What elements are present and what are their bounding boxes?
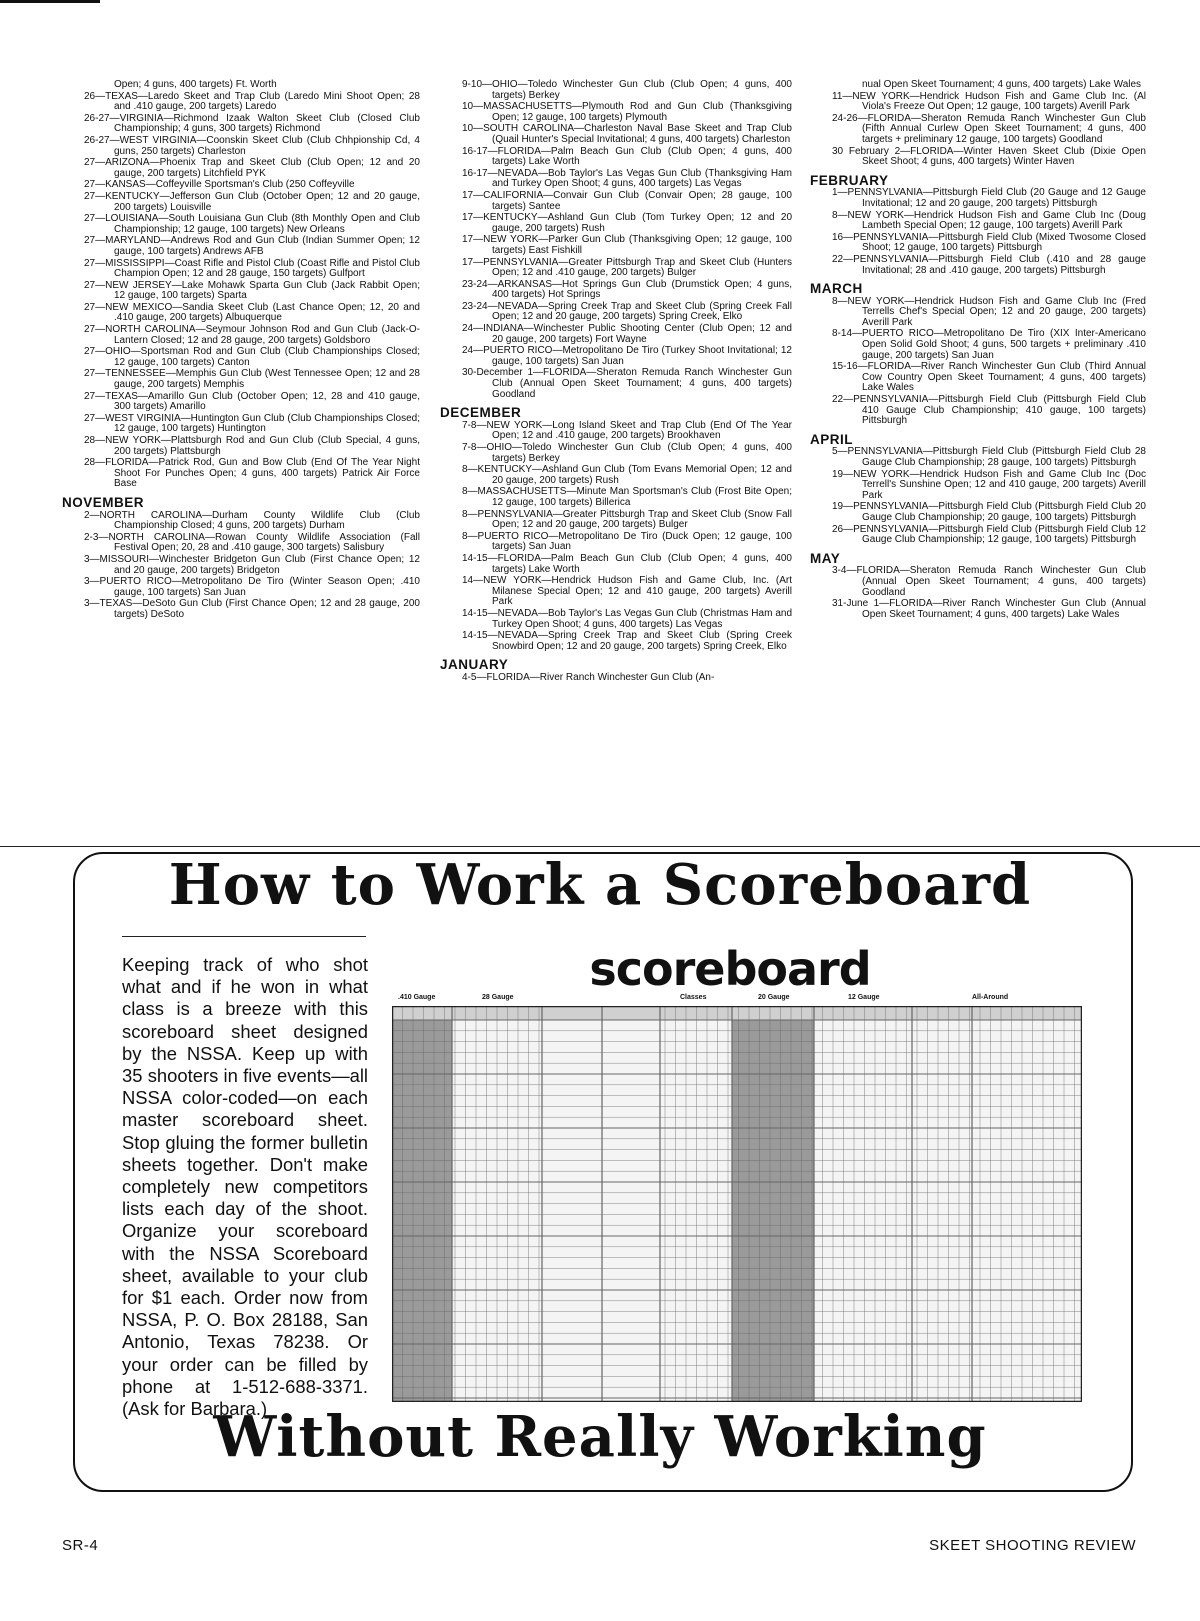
event-entry: 27—TEXAS—Amarillo Gun Club (October Open; 12, 28 and 410 gauge, 300 targets) Amarillo	[84, 390, 420, 413]
sheet-header-allaround: All-Around	[972, 994, 1009, 1001]
event-entry: 3-4—FLORIDA—Sheraton Remuda Ranch Winchester Gun Club (Annual Open Skeet Tournament; 4 guns, 400 targets) Goodland	[832, 565, 1146, 598]
ad-headline-top: How to Work a Scoreboard	[168, 852, 1032, 918]
month-heading: FEBRUARY	[810, 172, 889, 188]
event-entry: 27—OHIO—Sportsman Rod and Gun Club (Club Championships Closed; 12 gauge, 100 targets) Canton	[84, 346, 420, 368]
event-entry: 22—PENNSYLVANIA—Pittsburgh Field Club (Pittsburgh Field Club 410 Gauge Club Championship; 410 gauge, 100 targets) Pittsburgh	[832, 394, 1146, 427]
event-entry: 14-15—NEVADA—Spring Creek Trap and Skeet Club (Spring Creek Snowbird Open; 12 and 20 gauge, 200 targets) Spring Creek, Elko	[462, 630, 792, 652]
event-entry: 27—NEW JERSEY—Lake Mohawk Sparta Gun Club (Jack Rabbit Open; 12 gauge, 100 targets) Sparta	[84, 279, 420, 302]
event-entry: 14-15—NEVADA—Bob Taylor's Las Vegas Gun Club (Christmas Ham and Turkey Open Shoot; 4 guns, 400 targets) Las Vegas	[462, 607, 792, 630]
event-entry: 17—PENNSYLVANIA—Greater Pittsburgh Trap and Skeet Club (Hunters Open; 12 and .410 gauge, 200 targets) Bulger	[462, 256, 792, 279]
event-entry: 17—KENTUCKY—Ashland Gun Club (Tom Turkey Open; 12 and 20 gauge, 200 targets) Rush	[462, 212, 792, 234]
event-entry: 23-24—ARKANSAS—Hot Springs Gun Club (Drumstick Open; 4 guns, 400 targets) Hot Springs	[462, 278, 792, 301]
ad-text-rule	[122, 936, 366, 937]
event-entry: 27—NEW MEXICO—Sandia Skeet Club (Last Chance Open; 12, 20 and .410 gauge, 200 targets) Albuquerque	[84, 301, 420, 324]
event-entry: 2—NORTH CAROLINA—Durham County Wildlife Club (Club Championship Closed; 4 guns, 200 targets) Durham	[84, 509, 420, 532]
sheet-header-28: 28 Gauge	[482, 994, 514, 1001]
event-entry: 8-14—PUERTO RICO—Metropolitano De Tiro (XIX Inter-Americano Open Solid Gold Shoot; 4 guns, 500 targets + preliminary .410 gauge, 200 targets) San Juan	[832, 328, 1146, 361]
event-entry: 24—PUERTO RICO—Metropolitano De Tiro (Turkey Shoot Invitational; 12 gauge, 100 targets) San Juan	[462, 345, 792, 367]
event-entry: 7-8—OHIO—Toledo Winchester Gun Club (Club Open; 4 guns, 400 targets) Berkey	[462, 442, 792, 464]
event-entry: 27—KENTUCKY—Jefferson Gun Club (October Open; 12 and 20 gauge, 200 targets) Louisville	[84, 190, 420, 213]
month-heading: MAY	[810, 550, 841, 566]
event-entry: nual Open Skeet Tournament; 4 guns, 400 targets) Lake Wales	[862, 79, 1142, 90]
sheet-header-row	[392, 1006, 1082, 1020]
event-entry: 22—PENNSYLVANIA—Pittsburgh Field Club (.410 and 28 gauge Invitational; 28 and .410 gauge, 200 targets) Pittsburgh	[832, 253, 1146, 276]
event-entry: 17—NEW YORK—Parker Gun Club (Thanksgiving Open; 12 gauge, 100 targets) East Fishkill	[462, 234, 792, 256]
event-entry: 27—TENNESSEE—Memphis Gun Club (West Tennessee Open; 12 and 28 gauge, 200 targets) Memphis	[84, 368, 420, 391]
event-entry: 28—NEW YORK—Plattsburgh Rod and Gun Club (Club Special, 4 guns, 200 targets) Plattsburgh	[84, 435, 420, 457]
event-entry: 8—PENNSYLVANIA—Greater Pittsburgh Trap and Skeet Club (Snow Fall Open; 12 and 20 gauge, 200 targets) Bulger	[462, 508, 792, 531]
event-entry: 7-8—NEW YORK—Long Island Skeet and Trap Club (End Of The Year Open; 12 and .410 gauge, 200 targets) Brookhaven	[462, 419, 792, 442]
event-entry: 3—PUERTO RICO—Metropolitano De Tiro (Winter Season Open; .410 gauge, 100 targets) San Juan	[84, 576, 420, 598]
sheet-header-classes: Classes	[680, 994, 707, 1001]
event-entry: 24-26—FLORIDA—Sheraton Remuda Ranch Winchester Gun Club (Fifth Annual Curlew Open Skeet Tournament; 4 guns, 400 targets + preliminary 12 gauge, 100 targets) Goodland	[832, 112, 1146, 145]
event-entry: 3—MISSOURI—Winchester Bridgeton Gun Club (First Chance Open; 12 and 20 gauge, 200 targets) Bridgeton	[84, 553, 420, 576]
sheet-header-20: 20 Gauge	[758, 994, 790, 1001]
listing-column-1	[62, 80, 420, 622]
event-entry: 8—PUERTO RICO—Metropolitano De Tiro (Duck Open; 12 gauge, 100 targets) San Juan	[462, 530, 792, 553]
event-entry: 15-16—FLORIDA—River Ranch Winchester Gun Club (Third Annual Cow Country Open Skeet Tournament; 4 guns, 400 targets) Lake Wales	[832, 361, 1146, 394]
listing-column-3	[810, 80, 1146, 621]
listing-column-2	[440, 80, 792, 684]
event-entry: 8—MASSACHUSETTS—Minute Man Sportsman's Club (Frost Bite Open; 12 gauge, 100 targets) Billerica	[462, 486, 792, 508]
top-rule	[0, 0, 100, 3]
event-entry: 19—NEW YORK—Hendrick Hudson Fish and Game Club Inc (Doc Terrell's Sunshine Open; 12 and 410 gauge, 200 targets) Averill Park	[832, 468, 1146, 501]
month-heading: NOVEMBER	[62, 494, 145, 510]
event-entry: 10—MASSACHUSETTS—Plymouth Rod and Gun Club (Thanksgiving Open; 12 gauge, 100 targets) Plymouth	[462, 101, 792, 123]
event-entry: 1—PENNSYLVANIA—Pittsburgh Field Club (20 Gauge and 12 Gauge Invitational; 12 and 20 gauge, 200 targets) Pittsburgh	[832, 187, 1146, 209]
ad-body-text: Keeping track of who shot what and if he won in what class is a breeze with this scoreboard sheet designed by the NSSA. Keep up with 35 shooters in five events—all NSSA color-coded—on each master scoreboard sheet. Stop gluing the former bulletin sheets together. Don't make completely new competitors lists each day of the shoot. Organize your scoreboard with the NSSA Scoreboard sheet, available to your club for $1 each. Order now from NSSA, P. O. Box 28188, San Antonio, Texas 78238. Or your order can be filled by phone at 1-512-688-3371. (Ask for Barbara.)	[122, 954, 368, 1420]
event-entry: 14-15—FLORIDA—Palm Beach Gun Club (Club Open; 4 guns, 400 targets) Lake Worth	[462, 552, 792, 575]
event-listings	[62, 79, 1146, 840]
sheet-header-410: .410 Gauge	[398, 994, 436, 1001]
event-entry: 10—SOUTH CAROLINA—Charleston Naval Base Skeet and Trap Club (Quail Hunter's Special Invitational; 4 guns, 400 targets) Charleston	[462, 123, 792, 145]
event-entry: 26—PENNSYLVANIA—Pittsburgh Field Club (Pittsburgh Field Club 12 Gauge Club Championship; 12 gauge, 100 targets) Pittsburgh	[832, 523, 1146, 546]
event-entry: 8—NEW YORK—Hendrick Hudson Fish and Game Club Inc (Fred Terrells Chef's Special Open; 12 and 20 gauge, 200 targets) Averill Park	[832, 295, 1146, 328]
event-entry: 27—WEST VIRGINIA—Huntington Gun Club (Club Championships Closed; 12 gauge, 100 targets) Huntington	[84, 412, 420, 435]
event-entry: 27—MARYLAND—Andrews Rod and Gun Club (Indian Summer Open; 12 gauge, 100 targets) Andrews AFB	[84, 235, 420, 257]
event-entry: 16-17—FLORIDA—Palm Beach Gun Club (Club Open; 4 guns, 400 targets) Lake Worth	[462, 145, 792, 168]
event-entry: 2-3—NORTH CAROLINA—Rowan County Wildlife Association (Fall Festival Open; 20, 28 and .410 gauge, 300 targets) Salisbury	[84, 531, 420, 554]
event-entry: 27—KANSAS—Coffeyville Sportsman's Club (250 Coffeyville	[84, 179, 355, 191]
event-entry: 9-10—OHIO—Toledo Winchester Gun Club (Club Open; 4 guns, 400 targets) Berkey	[462, 79, 792, 101]
scoreboard-logo-text: scoreboard	[589, 942, 871, 996]
event-entry: 8—KENTUCKY—Ashland Gun Club (Tom Evans Memorial Open; 12 and 20 gauge, 200 targets) Rush	[462, 464, 792, 486]
scoreboard-sheet-image	[392, 994, 1082, 1402]
scoreboard-logo	[380, 942, 1080, 996]
event-entry: 26-27—VIRGINIA—Richmond Izaak Walton Skeet Club (Closed Club Championship; 4 guns, 300 targets) Richmond	[84, 112, 420, 135]
event-entry: 17—CALIFORNIA—Convair Gun Club (Convair Open; 28 gauge, 100 targets) Santee	[462, 189, 792, 212]
event-entry: 16-17—NEVADA—Bob Taylor's Las Vegas Gun Club (Thanksgiving Ham and Turkey Open Shoot; 4 guns, 400 targets) Las Vegas	[462, 167, 792, 190]
event-entry: 5—PENNSYLVANIA—Pittsburgh Field Club (Pittsburgh Field Club 28 Gauge Club Championship; 28 gauge, 100 targets) Pittsburgh	[832, 446, 1146, 468]
event-entry: 23-24—NEVADA—Spring Creek Trap and Skeet Club (Spring Creek Fall Open; 12 and 20 gauge, 200 targets) Spring Creek, Elko	[462, 300, 792, 323]
event-entry: 27—MISSISSIPPI—Coast Rifle and Pistol Club (Coast Rifle and Pistol Club Champion Open; 12 and 28 gauge, 150 targets) Gulfport	[84, 257, 420, 280]
ad-headline-bottom: Without Really Working	[213, 1404, 987, 1470]
event-entry: 26-27—WEST VIRGINIA—Coonskin Skeet Club (Club Chhpionship Cd, 4 guns, 250 targets) Charleston	[84, 134, 420, 157]
month-heading: DECEMBER	[440, 405, 522, 421]
event-entry: 27—LOUISIANA—South Louisiana Gun Club (8th Monthly Open and Club Championship; 12 gauge, 100 targets) New Orleans	[84, 213, 420, 235]
event-entry: 31-June 1—FLORIDA—River Ranch Winchester Gun Club (Annual Open Skeet Tournament; 4 guns, 400 targets) Lake Wales	[832, 598, 1146, 620]
shaded-band-20	[732, 1006, 814, 1402]
event-entry: Open; 4 guns, 400 targets) Ft. Worth	[114, 79, 277, 90]
event-entry: 4-5—FLORIDA—River Ranch Winchester Gun Club (An-	[462, 671, 715, 683]
section-divider	[0, 846, 1200, 847]
event-entry: 27—ARIZONA—Phoenix Trap and Skeet Club (Club Open; 12 and 20 gauge, 200 targets) Litchfield PYK	[84, 157, 420, 179]
sheet-header-12: 12 Gauge	[848, 994, 880, 1001]
shaded-band-410	[392, 1006, 452, 1402]
event-entry: 16—PENNSYLVANIA—Pittsburgh Field Club (Mixed Twosome Closed Shoot; 12 gauge, 100 targets) Pittsburgh	[832, 231, 1146, 254]
page-number: SR-4	[62, 1537, 99, 1554]
scoreboard-grid	[392, 1006, 1082, 1402]
event-entry: 14—NEW YORK—Hendrick Hudson Fish and Game Club, Inc. (Art Milanese Special Open; 12 and 410 gauge, 200 targets) Averill Park	[462, 575, 792, 608]
month-heading: APRIL	[810, 431, 853, 447]
month-heading: JANUARY	[440, 657, 509, 673]
event-entry: 8—NEW YORK—Hendrick Hudson Fish and Game Club Inc (Doug Lambeth Special Open; 12 gauge, 100 targets) Averill Park	[832, 209, 1146, 232]
event-entry: 28—FLORIDA—Patrick Rod, Gun and Bow Club (End Of The Year Night Shoot For Punches Open; 4 guns, 400 targets) Patrick Air Force Base	[84, 457, 420, 490]
event-entry: 30 February 2—FLORIDA—Winter Haven Skeet Club (Dixie Open Skeet Shoot; 4 guns, 400 targets) Winter Haven	[832, 145, 1146, 168]
event-entry: 24—INDIANA—Winchester Public Shooting Center (Club Open; 12 and 20 gauge, 200 targets) Fort Wayne	[462, 323, 792, 345]
event-entry: 19—PENNSYLVANIA—Pittsburgh Field Club (Pittsburgh Field Club 20 Gauge Club Championship; 20 gauge, 100 targets) Pittsburgh	[832, 501, 1146, 523]
event-entry: 11—NEW YORK—Hendrick Hudson Fish and Game Club Inc. (Al Viola's Freeze Out Open; 12 gauge, 100 targets) Averill Park	[832, 90, 1146, 113]
event-entry: 30-December 1—FLORIDA—Sheraton Remuda Ranch Winchester Gun Club (Annual Open Skeet Tournament; 4 guns, 400 targets) Goodland	[462, 367, 792, 400]
event-entry: 26—TEXAS—Laredo Skeet and Trap Club (Laredo Mini Shoot Open; 28 and .410 gauge, 200 targets) Laredo	[84, 90, 420, 113]
publication-name: SKEET SHOOTING REVIEW	[929, 1537, 1136, 1554]
month-heading: MARCH	[810, 281, 863, 297]
event-entry: 27—NORTH CAROLINA—Seymour Johnson Rod and Gun Club (Jack-O-Lantern Closed; 12 and 28 gauge, 200 targets) Goldsboro	[84, 324, 420, 346]
event-entry: 3—TEXAS—DeSoto Gun Club (First Chance Open; 12 and 28 gauge, 200 targets) DeSoto	[84, 598, 420, 620]
